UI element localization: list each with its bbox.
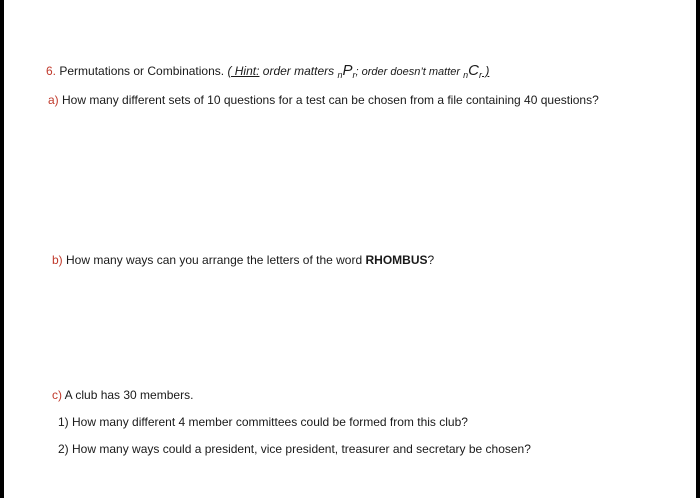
hint-order-doesnt: ; order doesn’t matter xyxy=(355,66,464,78)
part-b-text-before: How many ways can you arrange the letters of the word xyxy=(62,253,366,267)
comb-letter: C xyxy=(468,62,479,79)
perm-r: r xyxy=(352,70,356,80)
part-c-item-1: 1) How many different 4 member committees could be formed from this club? xyxy=(58,415,468,429)
problem-title: Permutations or Combinations. xyxy=(56,64,228,78)
comb-n: n xyxy=(463,70,469,80)
problem-number: 6. xyxy=(46,64,57,78)
problem-heading xyxy=(46,63,489,80)
left-page-edge xyxy=(0,0,4,498)
perm-letter: P xyxy=(342,62,353,79)
part-c xyxy=(52,387,193,403)
hint-label: ( Hint: xyxy=(227,64,260,78)
part-a xyxy=(48,92,599,108)
part-c-label: c) xyxy=(52,388,62,402)
part-b-label: b) xyxy=(52,253,63,267)
hint-order-matters: order matters xyxy=(259,64,338,78)
comb-r: r xyxy=(478,70,482,80)
perm-n: n xyxy=(337,70,343,80)
part-b xyxy=(52,252,434,268)
part-b-word: RHOMBUS xyxy=(365,253,428,267)
part-a-text: How many different sets of 10 questions for a test can be chosen from a file containing 40 questions? xyxy=(58,93,599,107)
part-c-item-2: 2) How many ways could a president, vice president, treasurer and secretary be chosen? xyxy=(58,442,531,456)
right-page-edge xyxy=(696,0,700,498)
hint xyxy=(227,64,489,78)
part-b-text-after: ? xyxy=(427,253,435,267)
part-c-text: A club has 30 members. xyxy=(62,388,194,402)
part-a-label: a) xyxy=(48,93,59,107)
hint-close: ) xyxy=(481,64,490,78)
